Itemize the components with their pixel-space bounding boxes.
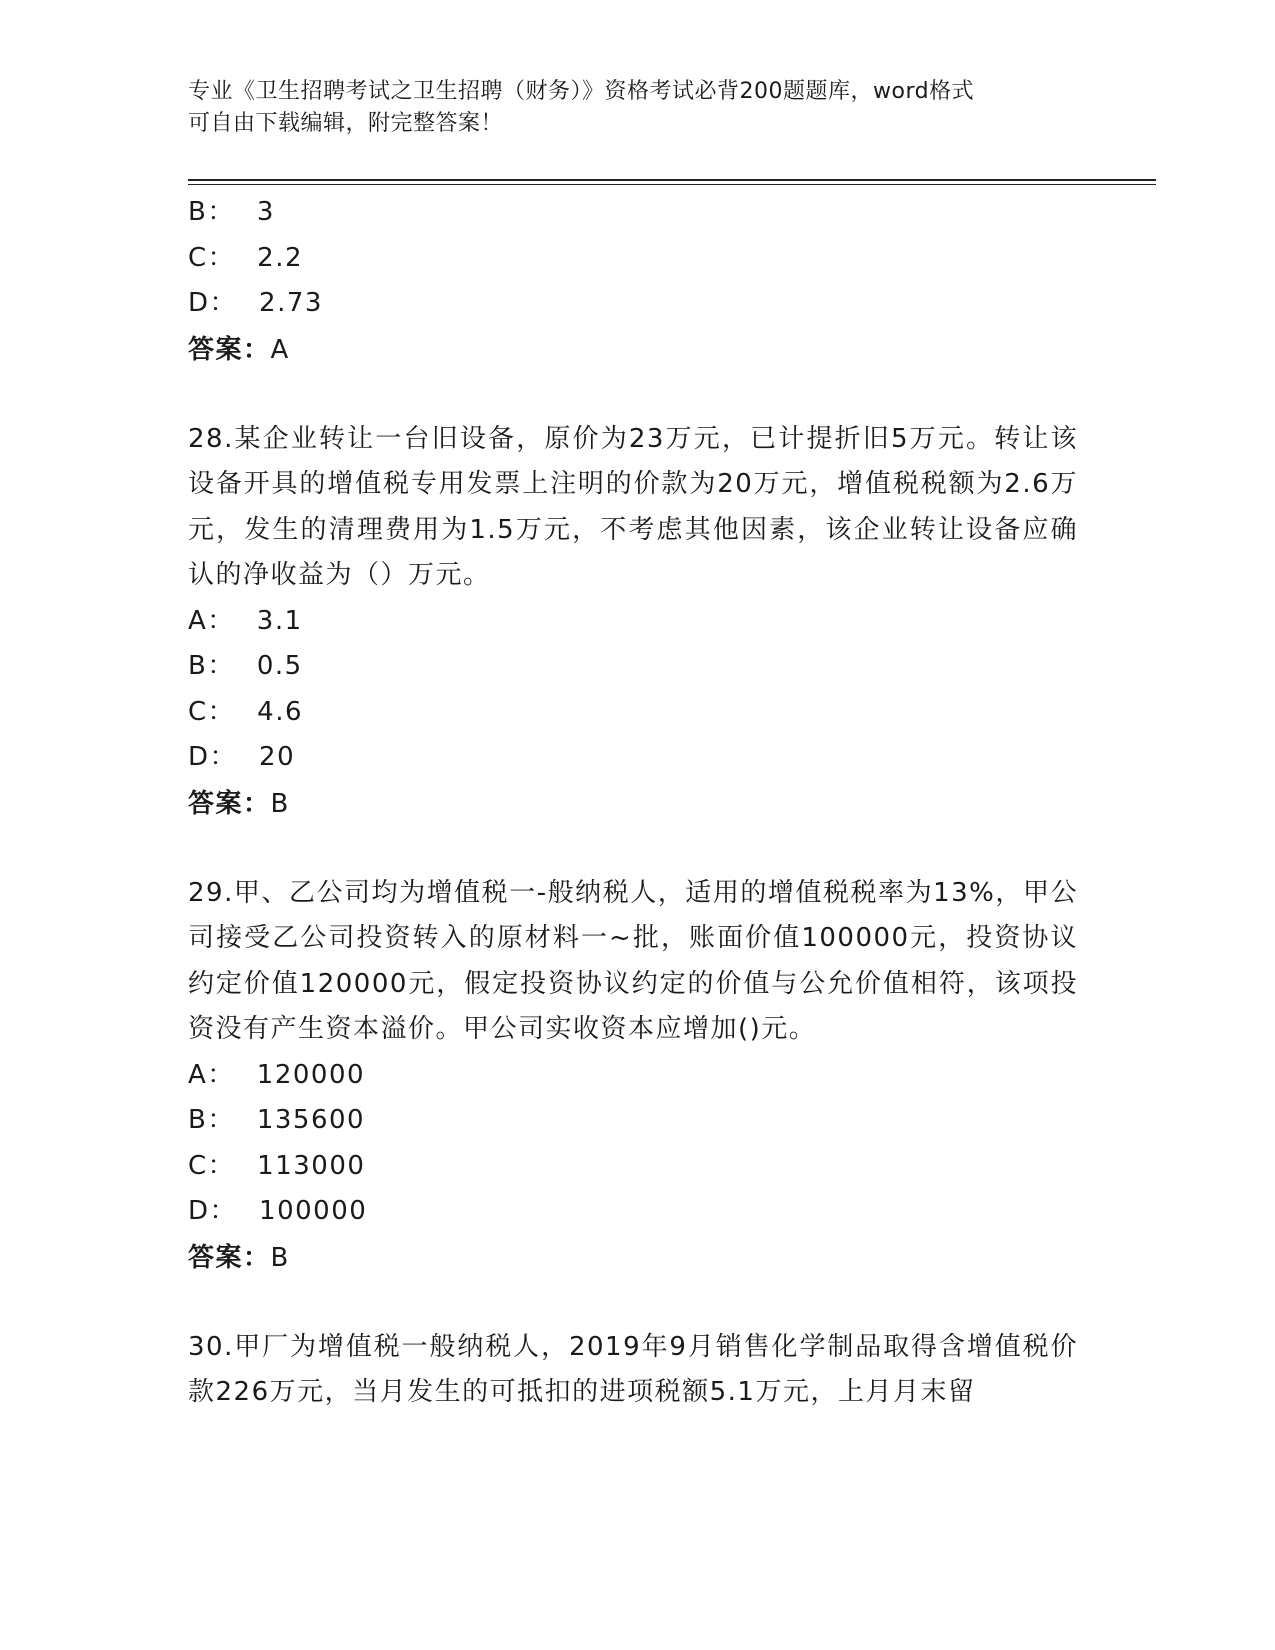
question-stem: 28.某企业转让一台旧设备，原价为23万元，已计提折旧5万元。转让该设备开具的增值税专用发票上注明的价款为20万元，增值税税额为2.6万元，发生的清理费用为1.5万元，不考虑其他因素，该企业转让设备应确认的净收益为（）万元。 <box>188 423 1078 590</box>
question-content <box>188 190 1088 1416</box>
question-stem: 30.甲厂为增值税一般纳税人，2019年9月销售化学制品取得含增值税价款226万元，当月发生的可抵扣的进项税额5.1万元，上月月末留 <box>188 1331 1078 1407</box>
option-c: C： 2.2 <box>188 242 304 273</box>
question-gap <box>188 827 1088 871</box>
answer-value: B <box>270 788 290 819</box>
option-b: B： 0.5 <box>188 651 303 681</box>
question-28 <box>188 417 1088 827</box>
option-b: B： 135600 <box>188 1105 366 1135</box>
answer-line: 答案：A <box>188 334 290 365</box>
option-c: C： 4.6 <box>188 696 304 727</box>
header-title-line1: 专业《卫生招聘考试之卫生招聘（财务）》资格考试必背200题题库，word格式 <box>188 79 975 104</box>
question-gap <box>188 1281 1088 1325</box>
option-d: D： 100000 <box>188 1196 368 1226</box>
option-a: A： 120000 <box>188 1059 366 1090</box>
question-stem: 29.甲、乙公司均为增值税一-般纳税人，适用的增值税税率为13%，甲公司接受乙公司投资转入的原材料一~批，账面价值100000元，投资协议约定价值120000元，假定投资协议约定的价值与公允价值相符，该项投资没有产生资本溢价。甲公司实收资本应增加()元。 <box>188 877 1078 1044</box>
answer-line: 答案：B <box>188 1242 290 1273</box>
option-b: B： 3 <box>188 197 275 227</box>
answer-value: B <box>270 1242 290 1273</box>
option-d: D： 20 <box>188 742 296 772</box>
prev-question-block <box>188 190 1088 373</box>
header-rule-thin <box>188 184 1156 185</box>
option-d: D： 2.73 <box>188 288 323 318</box>
question-30 <box>188 1325 1088 1416</box>
option-a: A： 3.1 <box>188 605 303 636</box>
answer-value: A <box>270 334 290 365</box>
question-gap <box>188 373 1088 417</box>
header-title-line2: 可自由下载编辑，附完整答案！ <box>188 111 504 136</box>
page-header <box>188 76 1088 140</box>
header-rule-thick <box>188 179 1156 181</box>
answer-line: 答案：B <box>188 788 290 819</box>
option-c: C： 113000 <box>188 1150 366 1181</box>
question-29 <box>188 871 1088 1281</box>
